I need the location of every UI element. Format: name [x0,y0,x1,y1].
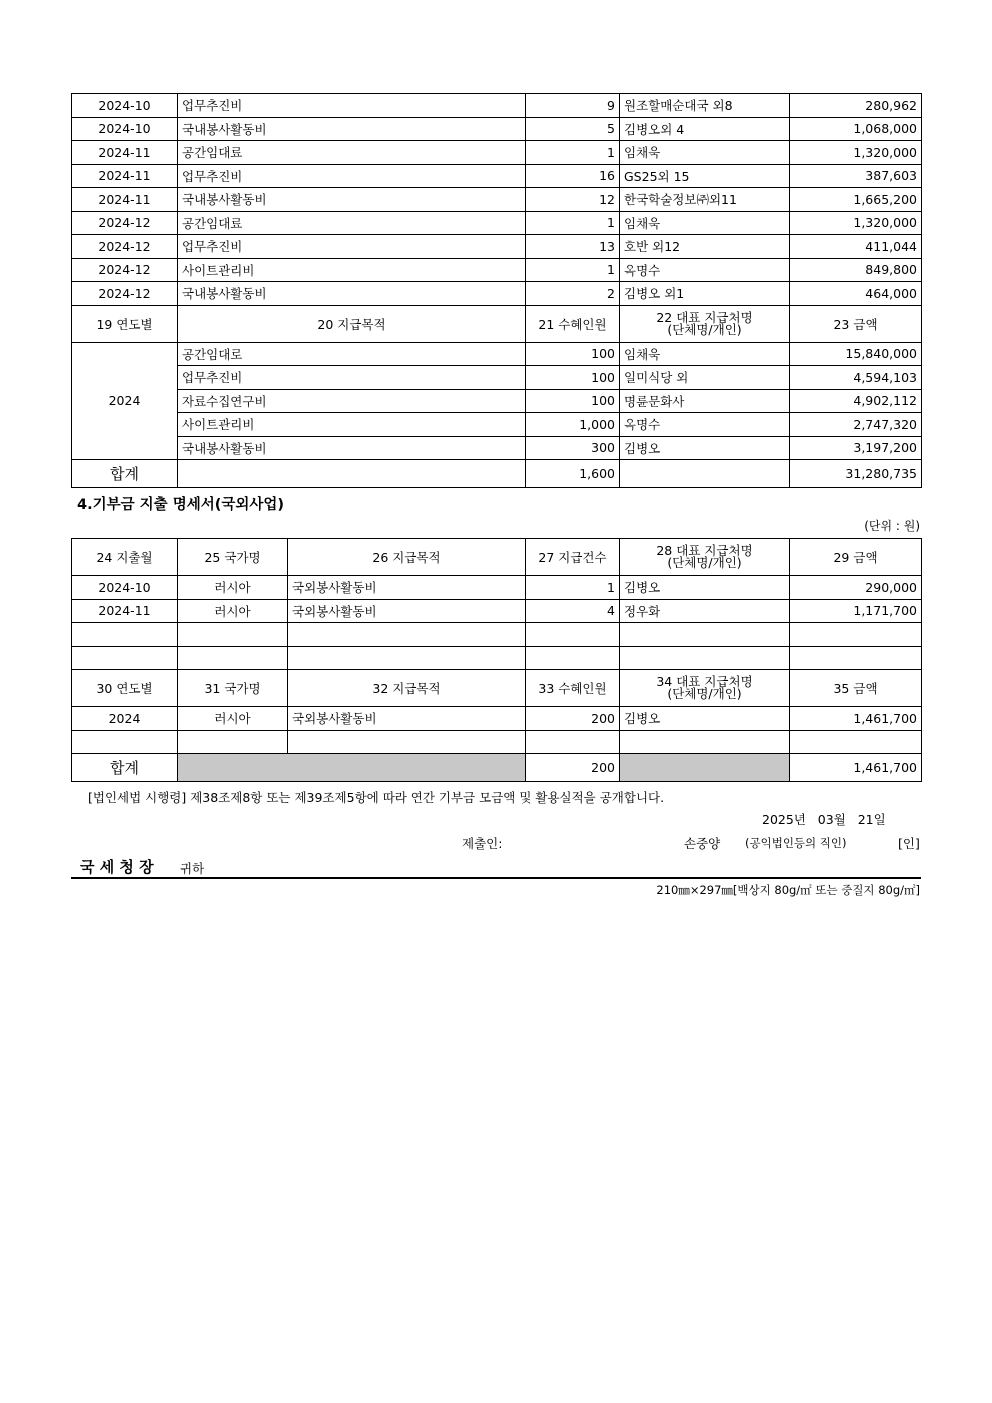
cell-purpose: 업무추진비 [178,164,526,188]
cell-purpose: 자료수집연구비 [178,389,526,413]
cell-year: 2024 [72,342,178,460]
cell-count: 4 [526,599,620,623]
header-year: 30 연도별 [72,670,178,707]
cell-purpose: 국내봉사활동비 [178,117,526,141]
cell-amount: 411,044 [790,235,922,259]
table-row [72,576,922,600]
cell-count: 13 [526,235,620,259]
header-country: 25 국가명 [178,539,288,576]
cell-amount: 3,197,200 [790,436,922,460]
cell-payee: 김병오 [620,707,790,731]
header-count: 27 지급건수 [526,539,620,576]
cell-amount: 15,840,000 [790,342,922,366]
recipient-suffix: 귀하 [180,861,205,876]
cell-purpose: 국내봉사활동비 [178,188,526,212]
empty-row [72,646,922,670]
cell-country: 러시아 [178,707,288,731]
table-row [72,389,922,413]
cell-country: 러시아 [178,599,288,623]
cell-count: 9 [526,94,620,118]
cell-purpose: 업무추진비 [178,94,526,118]
cell-purpose: 사이트관리비 [178,258,526,282]
cell-count: 100 [526,389,620,413]
cell-amount: 4,594,103 [790,366,922,390]
cell-amount: 4,902,112 [790,389,922,413]
domestic-expense-table [71,93,922,488]
domestic-total-row [72,460,922,488]
empty-row [72,730,922,754]
header-amount: 35 금액 [790,670,922,707]
cell-purpose: 공간임대로 [178,342,526,366]
cell-payee: 정우화 [620,599,790,623]
cell-payee: 한국학술정보㈜외11 [620,188,790,212]
cell-payee: 호반 외12 [620,235,790,259]
cell-count: 200 [526,707,620,731]
header-year: 19 연도별 [72,305,178,342]
cell-country: 러시아 [178,576,288,600]
cell-amount: 1,320,000 [790,141,922,165]
footer-divider [71,877,921,879]
cell-purpose: 업무추진비 [178,235,526,259]
seal-mark: [인] [898,836,920,851]
overseas-header-row [72,539,922,576]
cell-count: 12 [526,188,620,212]
cell-amount: 290,000 [790,576,922,600]
cell-month: 2024-11 [72,188,178,212]
cell-count: 1 [526,258,620,282]
cell-payee: 옥명수 [620,258,790,282]
cell-purpose: 국외봉사활동비 [288,707,526,731]
table-row [72,342,922,366]
total-blank [178,460,526,488]
total-label: 합계 [72,460,178,488]
header-purpose: 32 지급목적 [288,670,526,707]
cell-payee: 김병오 외1 [620,282,790,306]
overseas-yearly-header-row [72,670,922,707]
submitter-label: 제출인: [462,836,503,851]
header-purpose: 26 지급목적 [288,539,526,576]
cell-payee: GS25외 15 [620,164,790,188]
table-row [72,94,922,118]
header-beneficiaries: 21 수혜인원 [526,305,620,342]
cell-count: 100 [526,366,620,390]
cell-purpose: 업무추진비 [178,366,526,390]
header-payee: 28 대표 지급처명 (단체명/개인) [620,539,790,576]
cell-count: 16 [526,164,620,188]
table-row [72,164,922,188]
table-row [72,599,922,623]
header-month: 24 지출월 [72,539,178,576]
header-beneficiaries: 33 수혜인원 [526,670,620,707]
table-row [72,211,922,235]
cell-amount: 1,665,200 [790,188,922,212]
cell-amount: 464,000 [790,282,922,306]
cell-month: 2024-12 [72,258,178,282]
cell-amount: 1,068,000 [790,117,922,141]
cell-month: 2024-12 [72,211,178,235]
cell-amount: 849,800 [790,258,922,282]
cell-payee: 김병오 [620,436,790,460]
cell-count: 1 [526,211,620,235]
cell-year: 2024 [72,707,178,731]
cell-count: 5 [526,117,620,141]
cell-payee: 옥명수 [620,413,790,437]
cell-count: 2 [526,282,620,306]
cell-payee: 임채욱 [620,141,790,165]
cell-purpose: 국외봉사활동비 [288,576,526,600]
submission-date: 2025년 03월 21일 [762,812,886,827]
cell-amount: 1,461,700 [790,707,922,731]
header-payee: 34 대표 지급처명 (단체명/개인) [620,670,790,707]
cell-payee: 임채욱 [620,211,790,235]
cell-amount: 1,320,000 [790,211,922,235]
overseas-total-row [72,754,922,782]
table-row [72,413,922,437]
total-count: 1,600 [526,460,620,488]
cell-purpose: 국외봉사활동비 [288,599,526,623]
cell-month: 2024-10 [72,117,178,141]
cell-payee: 명륜문화사 [620,389,790,413]
paper-spec: 210㎜×297㎜[백상지 80g/㎡ 또는 중질지 80g/㎡] [656,883,920,897]
section-title: 4.기부금 지출 명세서(국외사업) [77,497,285,513]
table-row [72,282,922,306]
cell-month: 2024-11 [72,599,178,623]
cell-count: 1 [526,576,620,600]
cell-amount: 2,747,320 [790,413,922,437]
table-row [72,141,922,165]
cell-purpose: 국내봉사활동비 [178,282,526,306]
header-amount: 23 금액 [790,305,922,342]
submitter-note: (공익법인등의 직인) [745,836,847,850]
table-row [72,707,922,731]
total-blank [620,460,790,488]
total-amount: 31,280,735 [790,460,922,488]
cell-purpose: 공간임대료 [178,211,526,235]
cell-month: 2024-11 [72,164,178,188]
header-payee: 22 대표 지급처명 (단체명/개인) [620,305,790,342]
legal-notice: [법인세법 시행령] 제38조제8항 또는 제39조제5항에 따라 연간 기부금 모금액 및 활용실적을 공개합니다. [88,790,665,805]
table-row [72,117,922,141]
cell-count: 1 [526,141,620,165]
unit-label: (단위 : 원) [864,519,920,533]
header-amount: 29 금액 [790,539,922,576]
submitter-name: 손중양 [684,836,721,851]
cell-month: 2024-12 [72,235,178,259]
cell-amount: 387,603 [790,164,922,188]
header-purpose: 20 지급목적 [178,305,526,342]
cell-count: 100 [526,342,620,366]
yearly-header-row [72,305,922,342]
cell-month: 2024-11 [72,141,178,165]
cell-count: 1,000 [526,413,620,437]
table-row [72,235,922,259]
recipient: 국 세 청 장 [80,858,154,876]
cell-month: 2024-12 [72,282,178,306]
header-country: 31 국가명 [178,670,288,707]
cell-amount: 1,171,700 [790,599,922,623]
total-amount: 1,461,700 [790,754,922,782]
cell-payee: 일미식당 외 [620,366,790,390]
total-count: 200 [526,754,620,782]
table-row [72,258,922,282]
table-row [72,188,922,212]
cell-payee: 김병오외 4 [620,117,790,141]
table-row [72,436,922,460]
cell-payee: 임채욱 [620,342,790,366]
total-shaded-cell [620,754,790,782]
empty-row [72,623,922,647]
cell-month: 2024-10 [72,576,178,600]
cell-payee: 김병오 [620,576,790,600]
cell-payee: 원조할매순대국 외8 [620,94,790,118]
table-row [72,366,922,390]
total-label: 합계 [72,754,178,782]
cell-count: 300 [526,436,620,460]
cell-purpose: 사이트관리비 [178,413,526,437]
cell-purpose: 국내봉사활동비 [178,436,526,460]
overseas-expense-table [71,538,922,782]
cell-month: 2024-10 [72,94,178,118]
cell-purpose: 공간임대료 [178,141,526,165]
total-shaded-cell [178,754,526,782]
cell-amount: 280,962 [790,94,922,118]
